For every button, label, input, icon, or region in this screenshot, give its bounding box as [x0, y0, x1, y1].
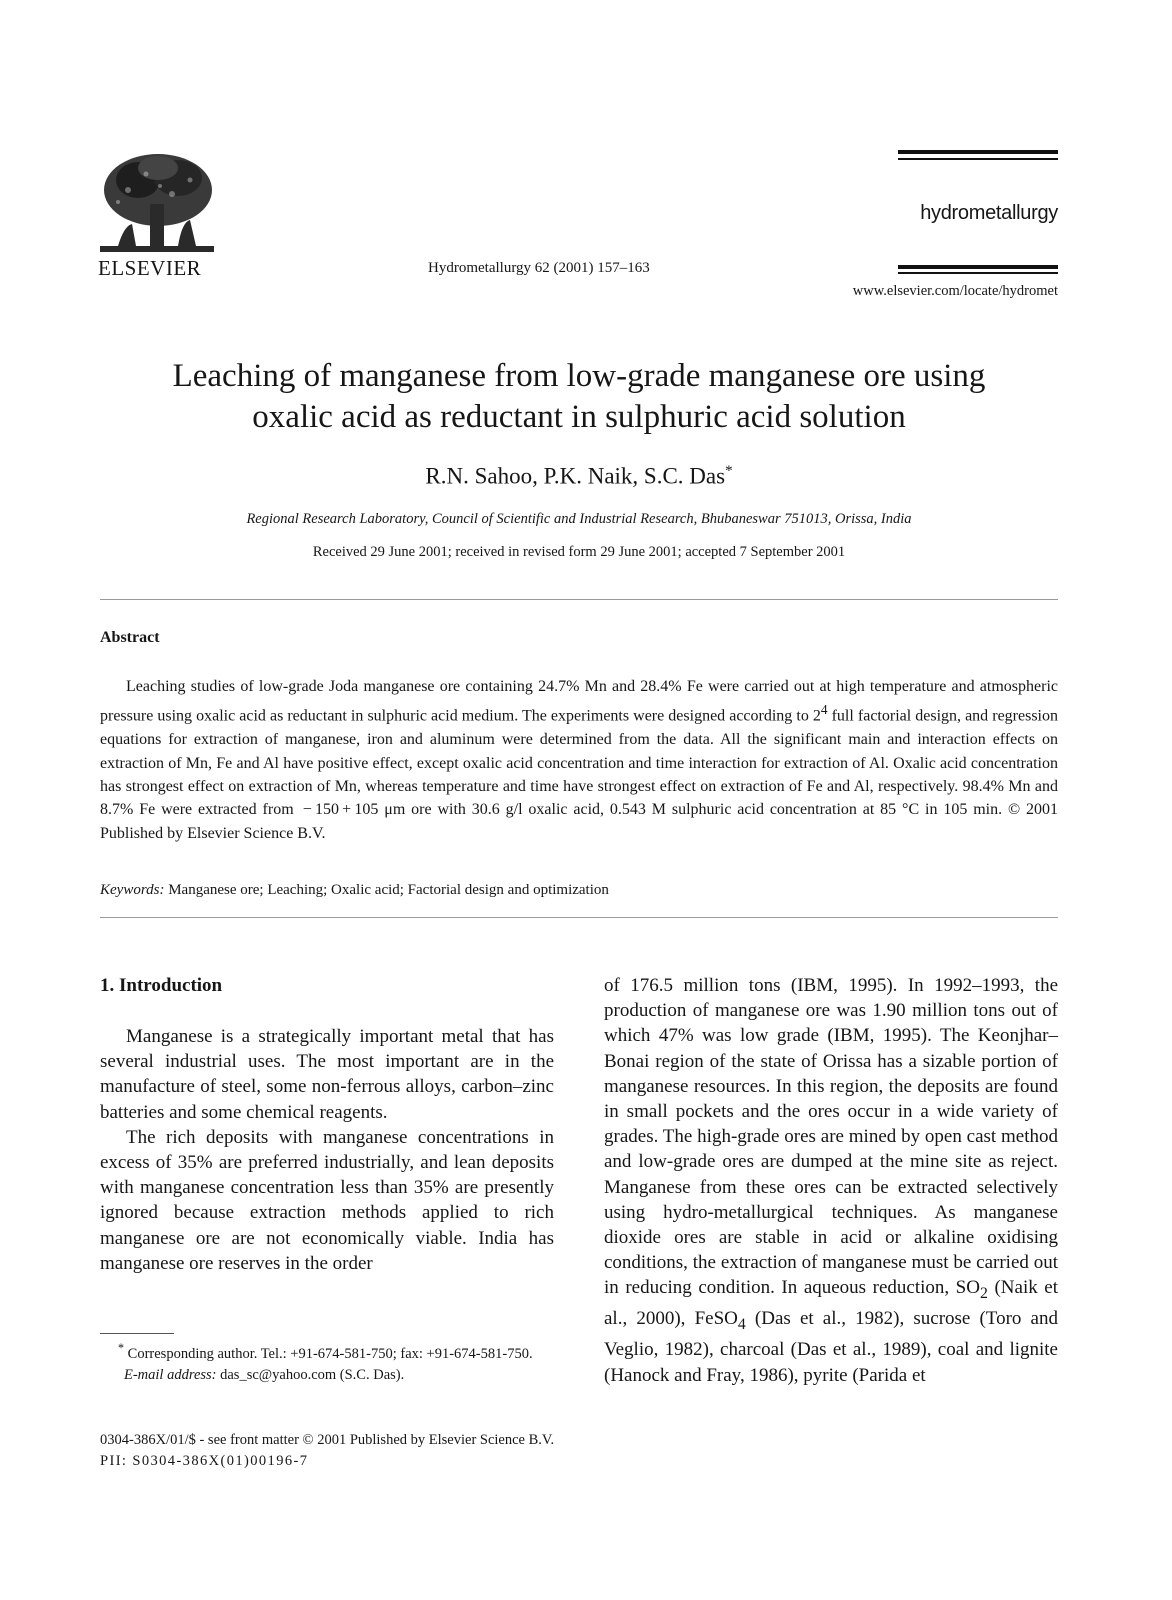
email-address[interactable]: das_sc@yahoo.com (S.C. Das). [216, 1366, 405, 1383]
received-dates: Received 29 June 2001; received in revised form 29 June 2001; accepted 7 September 2001 [312, 544, 846, 560]
keywords-label: Keywords: [100, 882, 165, 898]
paragraph-text: of 176.5 million tons (IBM, 1995). In 1992–1993, the production of manganese ore was 1.90 million tons out of which 47% was low grade (IBM, 1995). The Keonjhar–Bonai region of the state of Orissa has a sizable portion of manganese resources. In this region, the deposits are found in small pockets and the ores occur in a wide variety of grades. The high-grade ores are mined by open cast method and low-grade ores are dumped at the mine site as reject. Manganese from these ores can be extracted selectively using hydro-metallurgical techniques. As manganese dioxide ores are stable in acid or alkaline oxidising conditions, the extraction of manganese must be carried out in reducing condition. In aqueous reduction, SO [604, 975, 1058, 1299]
divider [100, 917, 1058, 918]
paragraph [604, 973, 1058, 1388]
paragraph-text: (Naik et al., 2000), FeSO [604, 1277, 1058, 1330]
keywords-text: Manganese ore; Leaching; Oxalic acid; Factorial design and optimization [164, 882, 609, 898]
paragraph: Manganese is a strategically important metal that has several industrial uses. The most important are in the manufacture of steel, some non-ferrous alloys, carbon–zinc batteries and some chemical reagents. [100, 1026, 554, 1123]
header-rule [898, 265, 1058, 269]
right-column [604, 973, 1058, 1388]
abstract-heading: Abstract [100, 629, 160, 646]
divider [100, 599, 1058, 600]
journal-citation: Hydrometallurgy 62 (2001) 157–163 [428, 260, 650, 276]
journal-url[interactable]: www.elsevier.com/locate/hydromet [852, 283, 1058, 299]
abstract-text: Leaching studies of low-grade Joda manganese ore containing 24.7% Mn and 28.4% Fe were carried out at high temperature and atmospheric pressure using oxalic acid as reductant in sulphuric acid medium. The experiments were designed according to 2 [100, 678, 1058, 725]
keywords [100, 882, 1058, 899]
paragraph: The rich deposits with manganese concentrations in excess of 35% are preferred industrially, and lean deposits with manganese concentration less than 35% are presently ignored because extraction methods applied to rich manganese ore are not economically viable. India has manganese ore reserves in the order [100, 1126, 554, 1274]
subscript: 2 [979, 1285, 988, 1303]
corresponding-author-mark: * [725, 463, 733, 479]
front-matter-line: 0304-386X/01/$ - see front matter © 2001 Published by Elsevier Science B.V. [100, 1432, 555, 1448]
publisher-name: ELSEVIER [98, 256, 202, 280]
journal-name: hydrometallurgy [920, 202, 1058, 224]
affiliation: Regional Research Laboratory, Council of Scientific and Industrial Research, Bhubaneswar 751013, Orissa, India [246, 511, 912, 527]
header-rule [898, 272, 1058, 274]
abstract-text: full factorial design, and regression equations for extraction of manganese, iron and aluminum were determined from the data. All the significant main and interaction effects on extraction of Mn, Fe and Al have positive effect, except oxalic acid concentration and time interaction for extraction of Al. Oxalic acid concentration has strongest effect on extraction of Mn, whereas temperature and time have strongest effect on extraction of Fe and Al, respectively. 98.4% Mn and 8.7% Fe were extracted from − 150 + 105 μm ore with 30.6 g/l oxalic acid, 0.543 M sulphuric acid concentration at 85 °C in 105 min. © 2001 Published by Elsevier Science B.V. [100, 707, 1058, 842]
footnote-rule [100, 1333, 174, 1334]
title-line: oxalic acid as reductant in sulphuric acid solution [252, 399, 906, 435]
header-rule [898, 158, 1058, 160]
abstract-body [100, 675, 1058, 845]
header-rule [898, 150, 1058, 154]
paper-title [100, 356, 1058, 438]
superscript: 4 [820, 702, 828, 718]
left-column [100, 1024, 554, 1276]
pii-line: PII: S0304-386X(01)00196-7 [100, 1453, 309, 1469]
section-heading: 1. Introduction [100, 975, 223, 996]
email-label: E-mail address: [124, 1366, 217, 1383]
paragraph-text: (Das et al., 1982), sucrose (Toro and Veglio, 1982), charcoal (Das et al., 1989), coal and lignite (Hanock and Fray, 1986), pyrite (Parida et [604, 1308, 1058, 1386]
author-list [100, 463, 1058, 490]
footnote [100, 1338, 554, 1386]
title-line: Leaching of manganese from low-grade manganese ore using [172, 358, 986, 394]
front-matter [100, 1430, 554, 1472]
authors-text: R.N. Sahoo, P.K. Naik, S.C. Das [425, 463, 726, 489]
footnote-text: Corresponding author. Tel.: +91-674-581-750; fax: +91-674-581-750. [124, 1345, 533, 1362]
footnote-mark: * [118, 1341, 125, 1355]
subscript: 4 [737, 1316, 746, 1334]
